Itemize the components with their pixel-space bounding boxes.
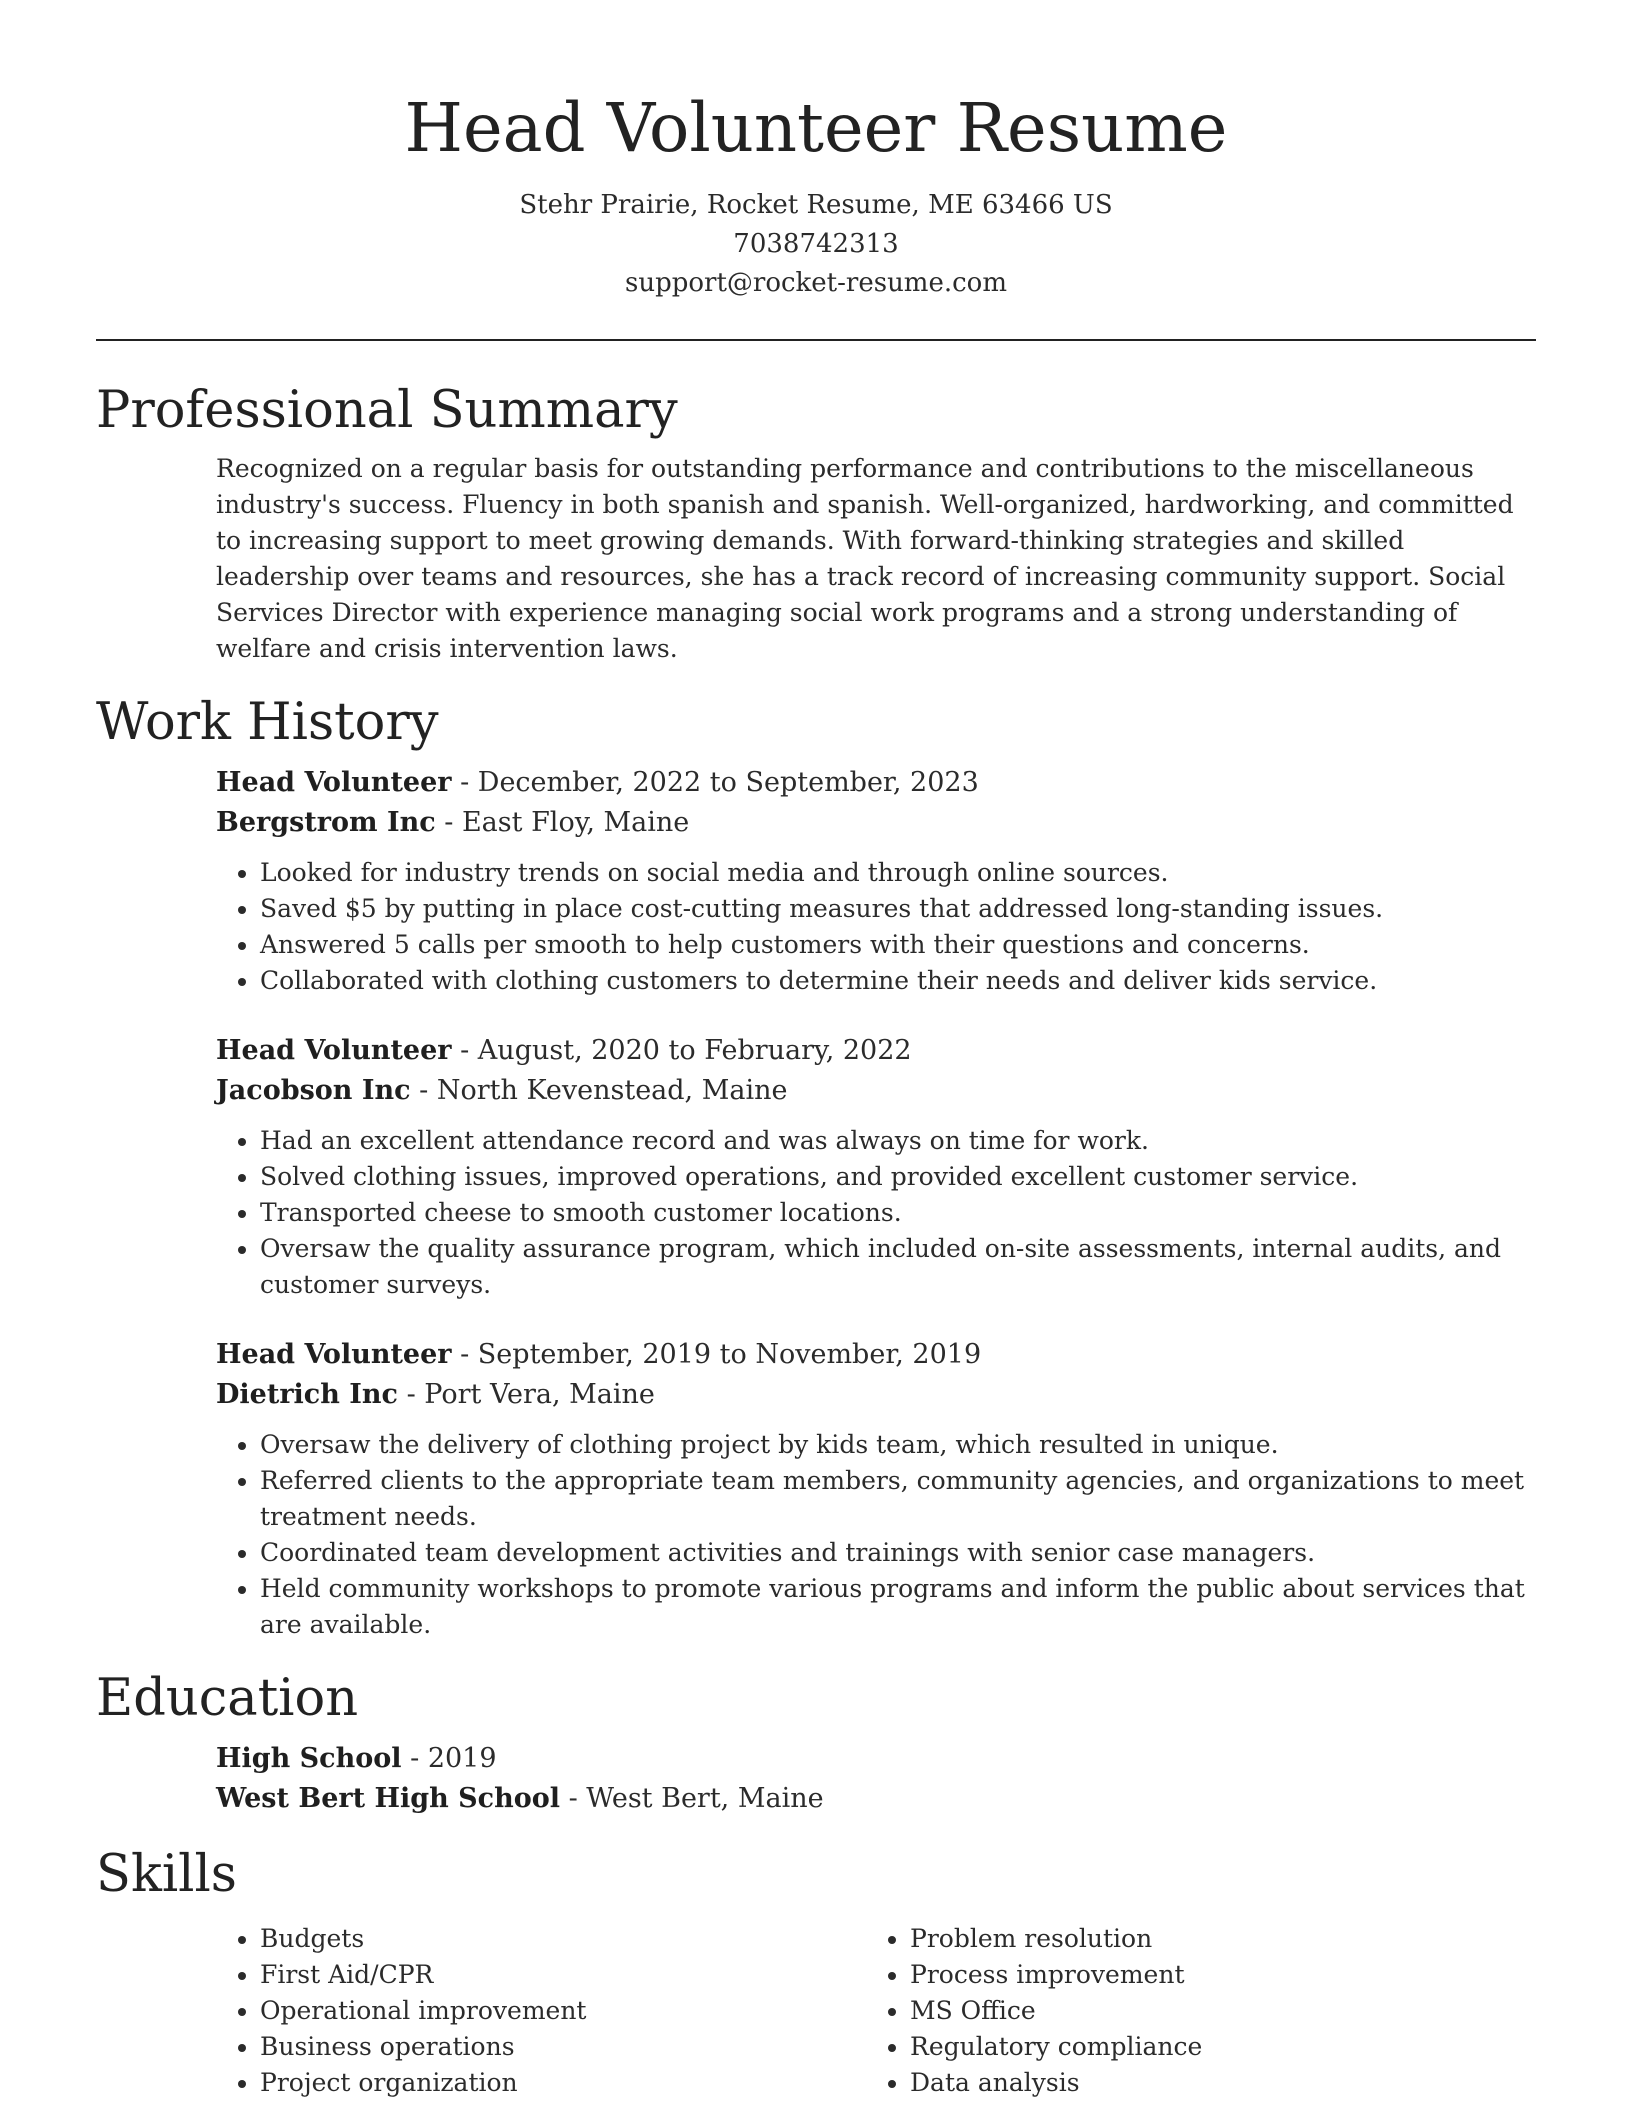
job-bullets <box>216 855 1536 999</box>
job-company: Dietrich Inc <box>216 1379 398 1410</box>
job-location: - North Kevenstead, Maine <box>410 1075 788 1106</box>
job-dates: - December, 2022 to September, 2023 <box>451 767 979 798</box>
job-bullet: • Transported cheese to smooth customer locations. <box>260 1195 1536 1231</box>
job-bullet: • Referred clients to the appropriate team members, community agencies, and organizations to meet treatment needs. <box>260 1463 1536 1535</box>
summary-text: Recognized on a regular basis for outstanding performance and contributions to the miscellaneous industry's success. Fluency in both spanish and spanish. Well-organized, hardworking, and committed to increasing support to meet growing demands. With forward-thinking strategies and skilled leadership over teams and resources, she has a track record of increasing community support. Social Services Director with experience managing social work programs and a strong understanding of welfare and crisis intervention laws. <box>216 454 1514 663</box>
contact-email: support@rocket-resume.com <box>624 268 1007 298</box>
skill-item: • MS Office <box>910 1993 1516 2029</box>
skill-item: • Budgets <box>260 1921 866 1957</box>
job-title: Head Volunteer <box>216 1339 452 1370</box>
job-bullet: • Had an excellent attendance record and was always on time for work. <box>260 1123 1536 1159</box>
job-title-line <box>216 1335 1536 1375</box>
resume-title: Head Volunteer Resume <box>404 89 1228 167</box>
contact-block <box>96 186 1536 303</box>
job-bullets <box>216 1427 1536 1643</box>
job-bullets <box>216 1123 1536 1303</box>
job-company-line <box>216 1375 1536 1415</box>
job-bullet: • Collaborated with clothing customers to determine their needs and deliver kids service. <box>260 963 1536 999</box>
work-history-heading: Work History <box>96 693 439 752</box>
job-entry <box>216 1335 1536 1643</box>
skill-item: • Data analysis <box>910 2065 1516 2101</box>
skill-item: • Operational improvement <box>260 1993 866 2029</box>
job-bullet: • Oversaw the delivery of clothing project by kids team, which resulted in unique. <box>260 1427 1536 1463</box>
header-divider <box>96 339 1536 341</box>
job-company-line <box>216 1071 1536 1111</box>
job-title: Head Volunteer <box>216 767 452 798</box>
job-dates: - September, 2019 to November, 2019 <box>451 1339 982 1370</box>
education-entry <box>216 1739 1536 1819</box>
education-heading: Education <box>96 1669 359 1728</box>
summary-heading: Professional Summary <box>96 381 678 440</box>
job-title-line <box>216 1031 1536 1071</box>
degree-line <box>216 1739 1536 1779</box>
job-location: - Port Vera, Maine <box>397 1379 655 1410</box>
contact-phone: 7038742313 <box>733 229 899 259</box>
school-location: - West Bert, Maine <box>560 1783 824 1814</box>
job-dates: - August, 2020 to February, 2022 <box>451 1035 912 1066</box>
education-section <box>96 1667 1536 1819</box>
school-line <box>216 1779 1536 1819</box>
skill-item: • First Aid/CPR <box>260 1957 866 1993</box>
skills-grid <box>216 1921 1536 2101</box>
skill-item: • Regulatory compliance <box>910 2029 1516 2065</box>
contact-address: Stehr Prairie, Rocket Resume, ME 63466 US <box>519 190 1113 220</box>
job-company: Bergstrom Inc <box>216 807 436 838</box>
skill-item: • Business operations <box>260 2029 866 2065</box>
job-entry <box>216 1031 1536 1303</box>
job-company-line <box>216 803 1536 843</box>
job-bullet: • Oversaw the quality assurance program, which included on-site assessments, internal audits, and customer surveys. <box>260 1231 1536 1303</box>
job-bullet: • Answered 5 calls per smooth to help customers with their questions and concerns. <box>260 927 1536 963</box>
job-entry <box>216 763 1536 999</box>
job-bullet: • Looked for industry trends on social media and through online sources. <box>260 855 1536 891</box>
job-bullet: • Held community workshops to promote various programs and inform the public about services that are available. <box>260 1571 1536 1643</box>
skill-item: • Problem resolution <box>910 1921 1516 1957</box>
school-name: West Bert High School <box>216 1783 560 1814</box>
skills-column-left <box>216 1921 866 2101</box>
summary-section <box>96 379 1536 667</box>
skills-section <box>96 1843 1536 2101</box>
skills-column-right <box>866 1921 1516 2101</box>
job-bullet: • Saved $5 by putting in place cost-cutting measures that addressed long-standing issues. <box>260 891 1536 927</box>
job-bullet: • Solved clothing issues, improved operations, and provided excellent customer service. <box>260 1159 1536 1195</box>
job-company: Jacobson Inc <box>216 1075 411 1106</box>
resume-page <box>96 0 1536 2101</box>
work-history-section <box>96 691 1536 1643</box>
skill-item: • Project organization <box>260 2065 866 2101</box>
graduation-year: - 2019 <box>401 1743 497 1774</box>
job-title-line <box>216 763 1536 803</box>
skills-heading: Skills <box>96 1845 237 1904</box>
skill-item: • Process improvement <box>910 1957 1516 1993</box>
job-title: Head Volunteer <box>216 1035 452 1066</box>
degree: High School <box>216 1743 402 1774</box>
job-location: - East Floy, Maine <box>435 807 690 838</box>
job-bullet: • Coordinated team development activities and trainings with senior case managers. <box>260 1535 1536 1571</box>
